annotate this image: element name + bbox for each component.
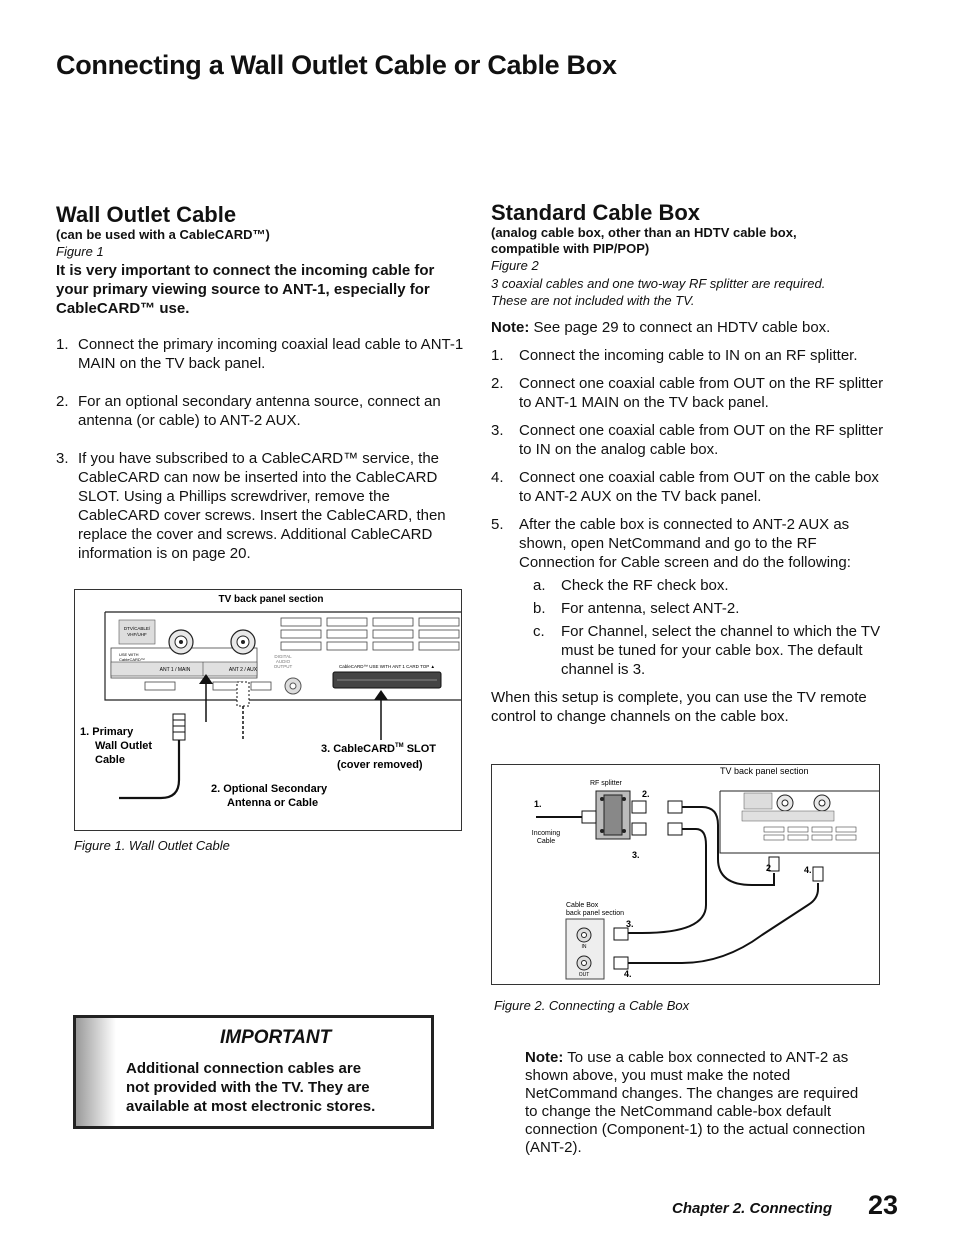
digital-label: DIGITAL — [274, 654, 292, 659]
note-label: Note: — [491, 319, 530, 336]
fig2-vents — [764, 827, 856, 840]
cable3-plug — [668, 823, 682, 835]
cable-box-in-label: IN — [581, 944, 587, 950]
dtv-label: DTV/CABLE/ — [123, 626, 151, 631]
fig2-ant1-inner — [782, 800, 788, 806]
primary-plug-icon — [173, 714, 185, 740]
figure-2-cable-box — [491, 764, 880, 985]
box-step-1 — [491, 346, 891, 365]
substep-text: For Channel, select the channel to which the TV must be tuned for your cable box. The default channel is 3. — [561, 623, 881, 678]
incoming-plug-icon — [582, 811, 596, 823]
label-optional-secondary: 2. Optional Secondary — [211, 783, 328, 795]
box-step-2 — [491, 374, 891, 412]
substep-letter: a. — [533, 577, 546, 594]
cablecard-slot-label: CableCARD™ USE WITH ANT 1 CARD TOP ▲ — [339, 664, 435, 669]
splitter-out2-plug — [632, 823, 646, 835]
figure-1-diagram — [75, 590, 461, 830]
cable-box-subheading-2: compatible with PIP/POP) — [491, 241, 650, 256]
important-line-3: available at most electronic stores. — [126, 1098, 376, 1115]
step-text: Connect one coaxial cable from OUT on the cable box to ANT-2 AUX on the TV back panel. — [519, 469, 879, 505]
fig2-label-3: 3. — [632, 850, 640, 860]
cable-box-section-label: back panel section — [566, 910, 624, 917]
label-cablecard: 3. CableCARD — [321, 743, 395, 755]
step-number: 1. — [56, 336, 69, 353]
fig2-label-1: 1. — [534, 799, 542, 809]
rf-splitter-body — [604, 795, 622, 835]
figure-1-ref: Figure 1 — [56, 244, 104, 259]
wall-step-3 — [56, 449, 464, 563]
fig2-label-3b: 3. — [626, 919, 634, 929]
label-cablecard-slot — [321, 743, 436, 755]
figure-2-diagram — [492, 765, 879, 984]
step-number: 2. — [491, 375, 504, 392]
fig2-tv-header: TV back panel section — [720, 766, 809, 776]
step-text: Connect one coaxial cable from OUT on the RF splitter to IN on the analog cable box. — [519, 422, 884, 458]
fig2-ant2-inner — [819, 800, 825, 806]
important-box — [73, 1015, 434, 1129]
cable-box-out-label: OUT — [578, 972, 590, 978]
chapter-label: Chapter 2. Connecting — [672, 1200, 833, 1217]
arrow-slot-head — [374, 690, 388, 700]
note2-label: Note: — [525, 1049, 564, 1066]
important-text — [126, 1059, 375, 1116]
step-text: If you have subscribed to a CableCARD™ service, the CableCARD can now be inserted into the CableCARD SLOT. Using a Phillips screwdriver, remove the CableCARD cover screws. Insert the CableCARD, then replace the cover and screws. Additional CableCARD information is on page 20. — [78, 450, 446, 562]
wall-step-1 — [56, 335, 464, 373]
cable-3 — [628, 829, 706, 933]
digital-audio-jack-inner — [290, 683, 296, 689]
output-label: OUTPUT — [273, 664, 293, 669]
fig2-label-4b: 4. — [624, 969, 632, 979]
fig2-ant-strip — [742, 811, 834, 821]
important-gradient — [76, 1018, 116, 1126]
page-number: 23 — [868, 1190, 899, 1220]
step-text: Connect the incoming cable to IN on an RF splitter. — [519, 347, 858, 364]
cable-box-in-inner — [582, 933, 587, 938]
label-slot: SLOT — [403, 743, 437, 755]
box-step-5 — [491, 515, 891, 679]
cable-box-out-inner — [582, 961, 587, 966]
label-cable: Cable — [95, 754, 125, 766]
ant1-label: ANT 1 / MAIN — [159, 667, 191, 673]
netcommand-note — [525, 1049, 870, 1157]
important-line-2: not provided with the TV. They are — [126, 1079, 370, 1096]
tv-back-panel-header: TV back panel section — [218, 594, 324, 605]
fig2-dtv-box — [744, 793, 772, 809]
figure-2-caption: Figure 2. Connecting a Cable Box — [494, 998, 690, 1013]
substep-a — [519, 576, 891, 595]
label-tm: TM — [394, 743, 404, 749]
substep-letter: c. — [533, 623, 545, 640]
substep-text: Check the RF check box. — [561, 577, 729, 594]
wall-outlet-steps — [56, 335, 464, 582]
cable-box-subheading-1: (analog cable box, other than an HDTV cable box, — [491, 225, 797, 240]
step-number: 3. — [491, 422, 504, 439]
vhf-label: VHF/UHF — [127, 632, 147, 637]
ant2-plug-icon — [813, 867, 823, 881]
box-step-3 — [491, 421, 891, 459]
cable-box-subheading — [491, 225, 797, 257]
box-substeps — [519, 576, 891, 679]
substep-c — [519, 622, 891, 679]
box-step-4 — [491, 468, 891, 506]
page-title: Connecting a Wall Outlet Cable or Cable Box — [56, 50, 617, 80]
fig2-label-4: 4. — [804, 865, 812, 875]
wall-outlet-lead: It is very important to connect the incoming cable for your primary viewing source to ANT-1, especially for CableCARD™ use. — [56, 262, 435, 317]
wall-outlet-heading: Wall Outlet Cable — [56, 202, 237, 227]
substep-text: For antenna, select ANT-2. — [561, 600, 740, 617]
figure-1-caption: Figure 1. Wall Outlet Cable — [74, 838, 230, 853]
wall-outlet-subheading: (can be used with a CableCARD™) — [56, 227, 270, 242]
box-in-plug — [614, 928, 628, 940]
fig2-label-2: 2. — [642, 789, 650, 799]
incoming-cable-label: Cable — [536, 838, 556, 845]
substep-b — [519, 599, 891, 618]
step-text: For an optional secondary antenna source, connect an antenna (or cable) to ANT-2 AUX. — [78, 393, 441, 429]
note-text: See page 29 to connect an HDTV cable box. — [529, 319, 831, 336]
fig2-label-2b: 2 — [766, 863, 772, 873]
step-text: Connect one coaxial cable from OUT on the RF splitter to ANT-1 MAIN on the TV back panel. — [519, 375, 884, 411]
hdtv-note — [491, 318, 830, 337]
cable2-plug — [668, 801, 682, 813]
step-text: Connect the primary incoming coaxial lead cable to ANT-1 MAIN on the TV back panel. — [78, 336, 464, 372]
incoming-label: Incoming — [531, 830, 561, 837]
step-number: 1. — [491, 347, 504, 364]
note2-text: To use a cable box connected to ANT-2 as shown above, you must make the noted NetCommand changes. The changes are required to change the NetCommand cable-box default connection (Component-1) to the actual connection (ANT-2). — [525, 1049, 866, 1156]
secondary-plug-icon — [237, 682, 249, 706]
requirements-line-2: These are not included with the TV. — [491, 293, 695, 308]
cable-box-label: Cable Box — [566, 902, 599, 909]
ant2-pin — [241, 640, 245, 644]
figure-1-wall-outlet — [74, 589, 462, 831]
label-antenna-or-cable: Antenna or Cable — [227, 797, 319, 809]
label-wall-outlet: Wall Outlet — [95, 740, 153, 752]
cable-4 — [628, 883, 818, 963]
splitter-out1-plug — [632, 801, 646, 813]
standard-cable-box-heading: Standard Cable Box — [491, 200, 701, 225]
cablecard-small-label: CableCARD™ — [119, 657, 145, 662]
important-line-1: Additional connection cables are — [126, 1060, 362, 1077]
step-number: 5. — [491, 516, 504, 533]
ant1-pin — [179, 640, 183, 644]
setup-complete-text: When this setup is complete, you can use the TV remote control to change channels on the cable box. — [491, 689, 867, 725]
important-title: IMPORTANT — [220, 1027, 332, 1048]
label-cover-removed: (cover removed) — [337, 759, 423, 771]
step-text: After the cable box is connected to ANT-2 AUX as shown, open NetCommand and go to the RF Connection for Cable screen and do the following: — [519, 516, 851, 571]
step-number: 2. — [56, 393, 69, 410]
label-primary: 1. Primary — [80, 726, 134, 738]
requirements-line-1: 3 coaxial cables and one two-way RF splitter are required. — [491, 276, 826, 291]
substep-letter: b. — [533, 600, 546, 617]
wall-step-2 — [56, 392, 464, 430]
step-number: 4. — [491, 469, 504, 486]
cable-box-steps — [491, 346, 891, 688]
use-with-label: USE WITH — [119, 652, 139, 657]
box-out-plug — [614, 957, 628, 969]
fig2-rf-splitter-label: RF splitter — [590, 780, 622, 787]
cable-box-requirements — [491, 275, 825, 309]
step-number: 3. — [56, 450, 69, 467]
figure-2-ref: Figure 2 — [491, 258, 539, 273]
ant2-label: ANT 2 / AUX — [228, 667, 258, 673]
audio-label: AUDIO — [275, 659, 291, 664]
